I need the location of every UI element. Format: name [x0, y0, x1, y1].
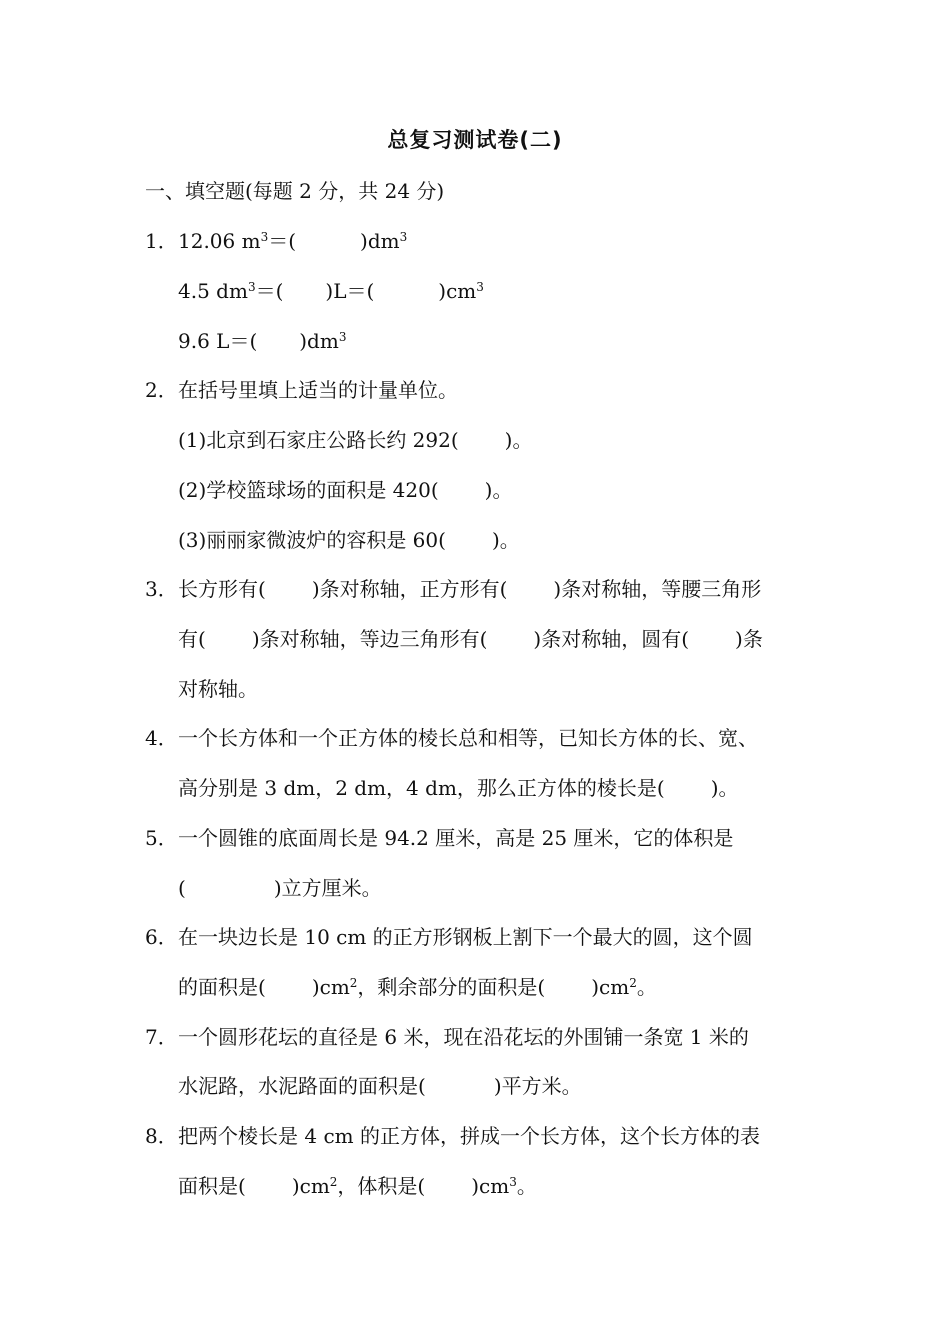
- text: ，剩余部分的面积是(: [357, 975, 546, 999]
- text: )dm: [360, 229, 400, 253]
- text: 9.6 L＝(: [178, 329, 258, 353]
- question-2-item-1: [178, 425, 532, 455]
- question-number: 4．: [145, 726, 178, 750]
- question-5-line-2: [178, 873, 382, 903]
- question-1-line-2: [178, 276, 484, 306]
- question-3-line-2: [178, 624, 763, 654]
- text: 的面积是(: [178, 975, 266, 999]
- question-2-item-3: [178, 525, 520, 555]
- text: )条对称轴，等腰三角形: [553, 577, 762, 601]
- section-heading: 一、填空题(每题 2 分，共 24 分): [145, 179, 445, 203]
- question-1-line-1: [145, 226, 407, 256]
- text: ＝(: [255, 279, 284, 303]
- superscript: 3: [509, 1175, 517, 1189]
- text: )。: [710, 776, 739, 800]
- text: )立方厘米。: [273, 876, 382, 900]
- superscript: 2: [629, 976, 637, 990]
- text: )条对称轴，圆有(: [533, 627, 690, 651]
- question-4-line-2: [178, 773, 739, 803]
- question-2-item-2: [178, 475, 512, 505]
- question-number: 3．: [145, 577, 178, 601]
- superscript: 2: [329, 1175, 338, 1189]
- text: (: [178, 876, 186, 900]
- question-number: 8．: [145, 1124, 178, 1148]
- text: )dm: [299, 329, 339, 353]
- question-1-line-3: [178, 326, 346, 356]
- question-number: 2．: [145, 378, 178, 402]
- superscript: 3: [476, 280, 484, 294]
- text: )。: [504, 428, 533, 452]
- question-number: 1．: [145, 229, 178, 253]
- question-7-line-1: [145, 1022, 749, 1052]
- text: 高分别是 3 dm，2 dm，4 dm，那么正方体的棱长是(: [178, 776, 665, 800]
- text: )cm: [311, 975, 350, 999]
- question-6-line-2: [178, 972, 657, 1002]
- question-number: 7．: [145, 1025, 178, 1049]
- text: )。: [484, 478, 513, 502]
- superscript: 3: [260, 230, 269, 244]
- text: 一个圆形花坛的直径是 6 米，现在沿花坛的外围铺一条宽 1 米的: [178, 1025, 749, 1049]
- text: )cm: [438, 279, 477, 303]
- question-6-line-1: [145, 922, 753, 952]
- text: 在一块边长是 10 cm 的正方形钢板上割下一个最大的圆，这个圆: [178, 925, 753, 949]
- text: 一个圆锥的底面周长是 94.2 厘米，高是 25 厘米，它的体积是: [178, 826, 734, 850]
- text: 。: [516, 1174, 537, 1198]
- text: )L＝(: [325, 279, 375, 303]
- text: 水泥路，水泥路面的面积是(: [178, 1074, 426, 1098]
- superscript: 3: [338, 330, 347, 344]
- text: 12.06 m: [178, 229, 261, 253]
- text: 长方形有(: [178, 577, 266, 601]
- question-3-line-1: [145, 574, 761, 604]
- text: 把两个棱长是 4 cm 的正方体，拼成一个长方体，这个长方体的表: [178, 1124, 760, 1148]
- question-number: 5．: [145, 826, 178, 850]
- question-8-line-2: [178, 1171, 537, 1201]
- text: 。: [636, 975, 657, 999]
- text: (1)北京到石家庄公路长约 292(: [178, 428, 459, 452]
- question-8-line-1: [145, 1121, 760, 1151]
- text: 面积是(: [178, 1174, 246, 1198]
- question-7-line-2: [178, 1071, 582, 1101]
- page-title: 总复习测试卷(二): [387, 128, 563, 152]
- text: )cm: [471, 1174, 510, 1198]
- text: 在括号里填上适当的计量单位。: [178, 378, 458, 402]
- text: )。: [491, 528, 520, 552]
- text: (2)学校篮球场的面积是 420(: [178, 478, 439, 502]
- text: 4.5 dm: [178, 279, 248, 303]
- text: )条: [735, 627, 763, 651]
- text: )条对称轴，等边三角形有(: [251, 627, 488, 651]
- question-2-stem: [145, 375, 458, 405]
- superscript: 3: [247, 280, 256, 294]
- text: 一个长方体和一个正方体的棱长总和相等，已知长方体的长、宽、: [178, 726, 758, 750]
- text: ＝(: [268, 229, 297, 253]
- text: )cm: [591, 975, 630, 999]
- superscript: 2: [349, 976, 358, 990]
- text: )条对称轴，正方形有(: [311, 577, 508, 601]
- question-4-line-1: [145, 723, 758, 753]
- question-number: 6．: [145, 925, 178, 949]
- text: ，体积是(: [337, 1174, 426, 1198]
- question-5-line-1: [145, 823, 733, 853]
- text: )cm: [291, 1174, 330, 1198]
- text: 有(: [178, 627, 206, 651]
- text: (3)丽丽家微波炉的容积是 60(: [178, 528, 446, 552]
- superscript: 3: [399, 230, 408, 244]
- text: )平方米。: [493, 1074, 582, 1098]
- question-3-line-3: 对称轴。: [178, 677, 258, 701]
